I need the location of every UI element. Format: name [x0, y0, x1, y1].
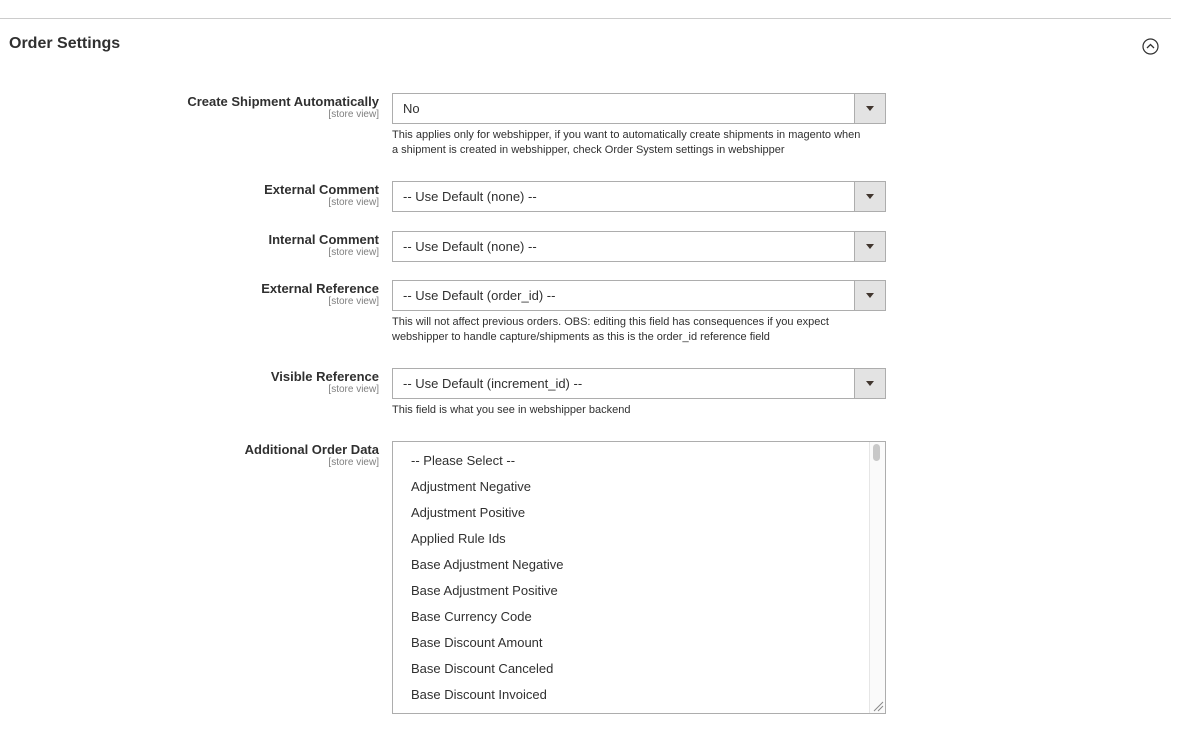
- scope-label: [store view]: [328, 247, 379, 258]
- select-value: -- Use Default (order_id) --: [403, 288, 556, 303]
- scope-label: [store view]: [328, 109, 379, 120]
- multiselect-option[interactable]: -- Please Select --: [411, 453, 516, 468]
- dropdown-arrow-icon[interactable]: [854, 281, 885, 310]
- scope-label: [store view]: [328, 457, 379, 468]
- field-label-group: [0, 94, 379, 121]
- external-comment-label: External Comment: [264, 182, 379, 197]
- external-reference-note: [392, 315, 886, 345]
- multiselect-option[interactable]: Base Discount Amount: [411, 635, 543, 650]
- scope-label: [store view]: [328, 384, 379, 395]
- scope-label: [store view]: [328, 197, 379, 208]
- additional-order-data-multiselect[interactable]: [392, 441, 886, 714]
- note-line: This will not affect previous orders. OBS: editing this field has consequences if you expect: [392, 316, 829, 328]
- select-value: -- Use Default (increment_id) --: [403, 376, 583, 391]
- dropdown-arrow-icon[interactable]: [854, 232, 885, 261]
- scope-label: [store view]: [328, 296, 379, 307]
- field-label-group: [0, 281, 379, 308]
- note-line: webshipper to handle capture/shipments as this is the order_id reference field: [392, 331, 770, 343]
- scrollbar-thumb[interactable]: [873, 444, 880, 461]
- create-shipment-select[interactable]: [392, 93, 886, 124]
- multiselect-option[interactable]: Base Discount Canceled: [411, 661, 554, 676]
- internal-comment-label: Internal Comment: [268, 232, 379, 247]
- multiselect-option[interactable]: Base Currency Code: [411, 609, 532, 624]
- multiselect-option[interactable]: Adjustment Positive: [411, 505, 526, 520]
- multiselect-option[interactable]: Base Adjustment Negative: [411, 557, 564, 572]
- select-value: No: [403, 101, 420, 116]
- note-line: This applies only for webshipper, if you want to automatically create shipments in magento when: [392, 129, 861, 141]
- external-comment-select[interactable]: [392, 181, 886, 212]
- visible-reference-select[interactable]: [392, 368, 886, 399]
- chevron-up-circle-icon[interactable]: [1142, 38, 1159, 55]
- multiselect-option[interactable]: Applied Rule Ids: [411, 531, 506, 546]
- external-reference-label: External Reference: [261, 281, 379, 296]
- multiselect-option[interactable]: Base Discount Invoiced: [411, 687, 547, 702]
- external-reference-select[interactable]: [392, 280, 886, 311]
- note-line: a shipment is created in webshipper, check Order System settings in webshipper: [392, 144, 785, 156]
- internal-comment-select[interactable]: [392, 231, 886, 262]
- visible-reference-note: [392, 403, 886, 418]
- note-line: This field is what you see in webshipper backend: [392, 404, 631, 416]
- multiselect-option[interactable]: Base Adjustment Positive: [411, 583, 558, 598]
- select-value: -- Use Default (none) --: [403, 239, 537, 254]
- additional-order-data-label: Additional Order Data: [244, 442, 379, 457]
- multiselect-scrollbar[interactable]: [869, 442, 885, 713]
- multiselect-option[interactable]: Adjustment Negative: [411, 479, 531, 494]
- dropdown-arrow-icon[interactable]: [854, 182, 885, 211]
- dropdown-arrow-icon[interactable]: [854, 369, 885, 398]
- field-label-group: [0, 442, 379, 469]
- dropdown-arrow-icon[interactable]: [854, 94, 885, 123]
- field-label-group: [0, 182, 379, 209]
- create-shipment-note: [392, 128, 886, 158]
- create-shipment-label: Create Shipment Automatically: [187, 94, 379, 109]
- visible-reference-label: Visible Reference: [270, 369, 379, 384]
- field-label-group: [0, 369, 379, 396]
- field-label-group: [0, 232, 379, 259]
- resize-handle-icon[interactable]: [870, 698, 885, 713]
- section-title[interactable]: Order Settings: [9, 35, 121, 52]
- select-value: -- Use Default (none) --: [403, 189, 537, 204]
- section-divider: [0, 18, 1171, 19]
